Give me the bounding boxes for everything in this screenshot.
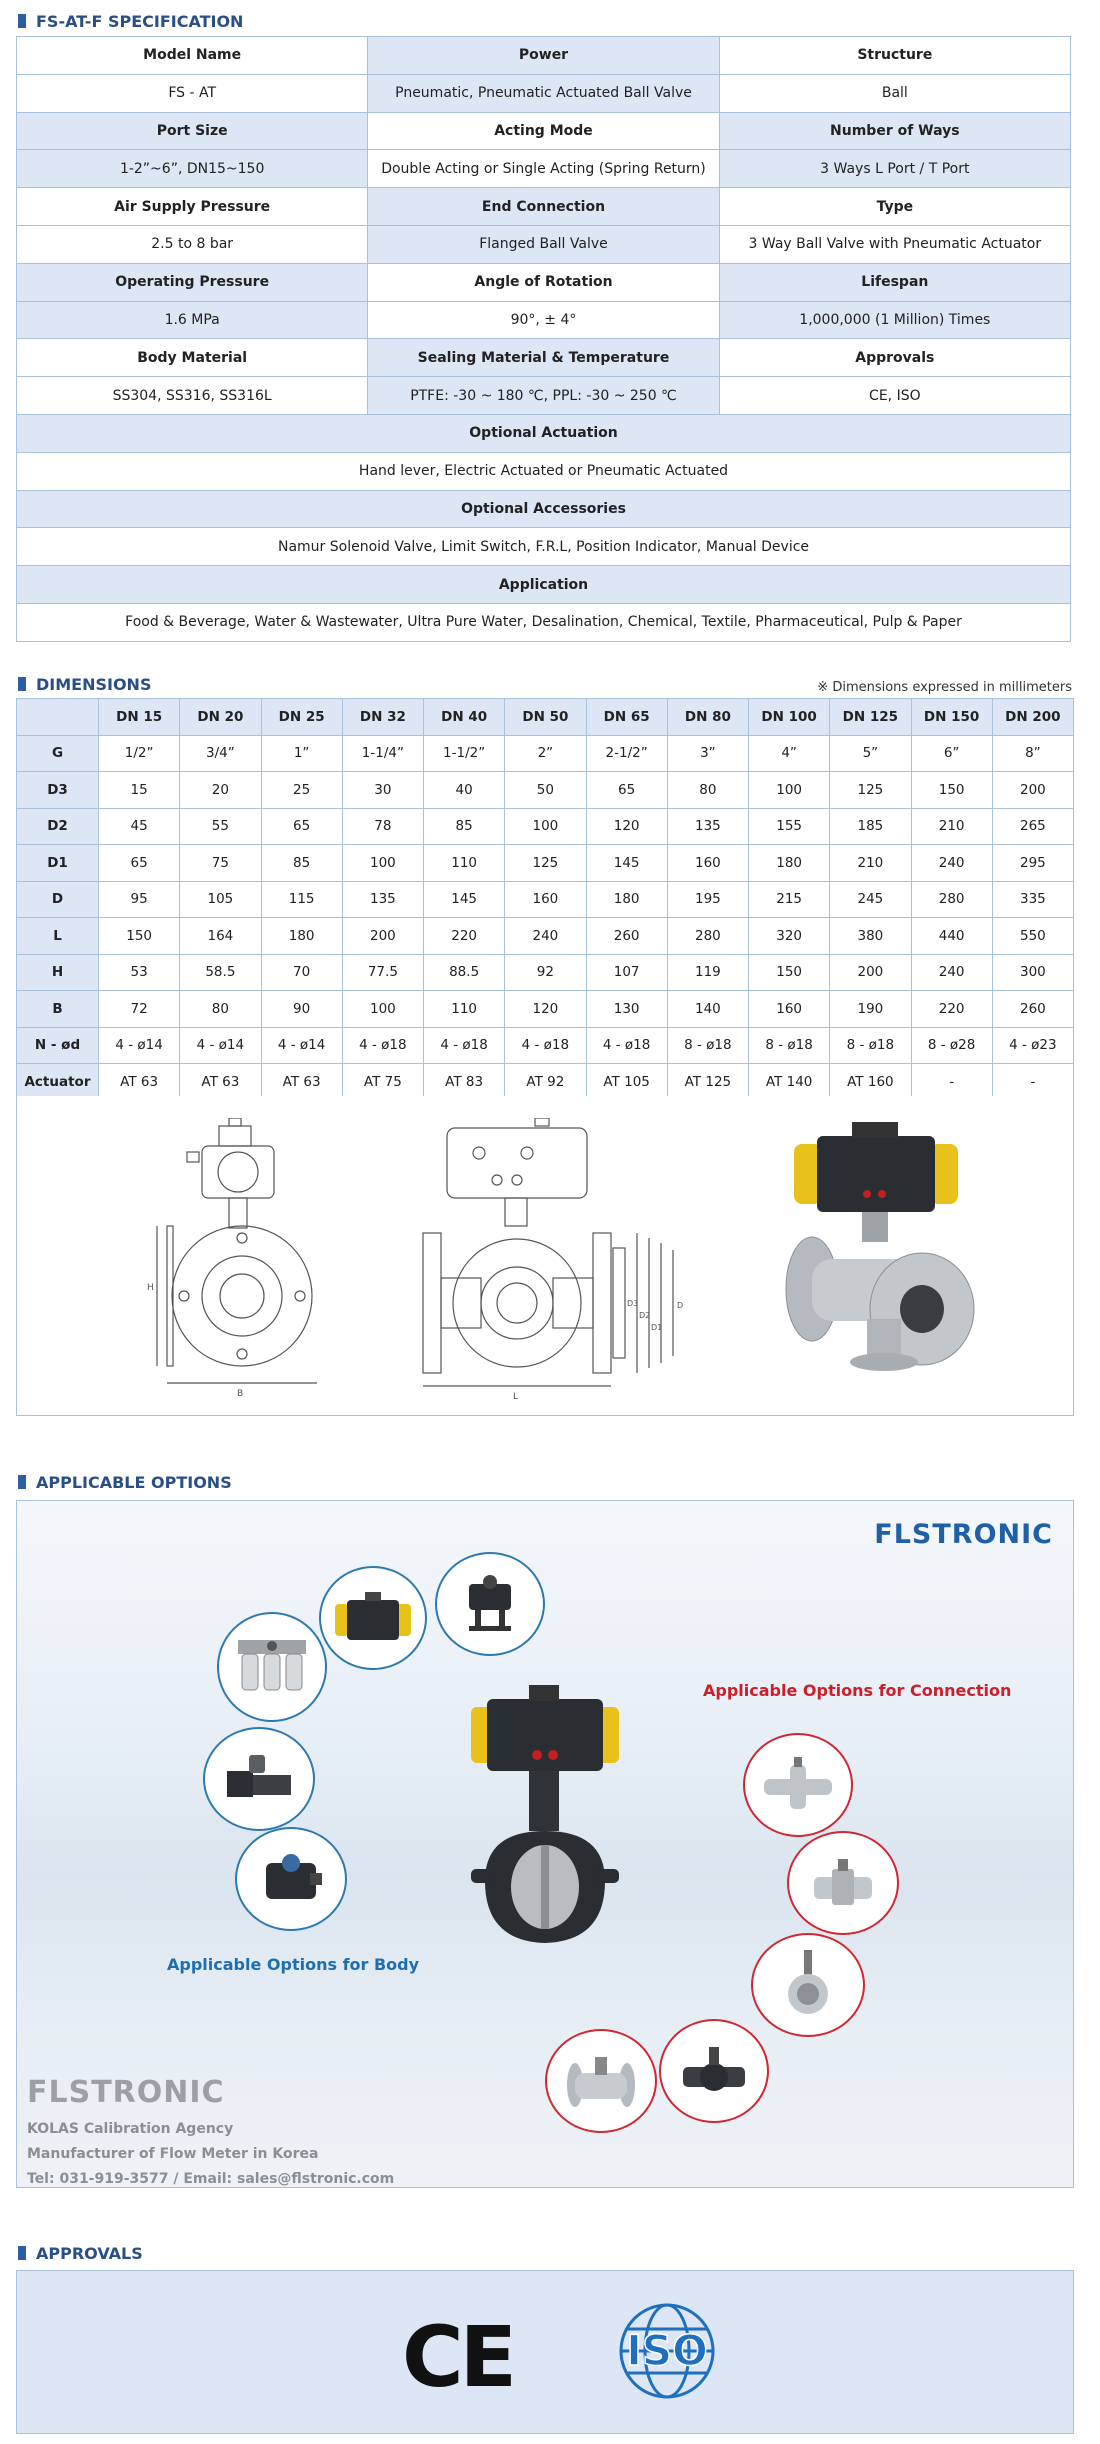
- spec-value: CE, ISO: [719, 377, 1070, 415]
- spec-value-row: [17, 528, 1071, 566]
- spec-title: FS-AT-F SPECIFICATION: [36, 11, 244, 31]
- dimensions-cell: 8 - ø18: [830, 1027, 911, 1064]
- spec-value: Ball: [719, 74, 1070, 112]
- dimensions-cell: 1”: [261, 735, 342, 772]
- dimensions-cell: 107: [586, 954, 667, 991]
- dimensions-row-label: G: [17, 735, 99, 772]
- spec-value: FS - AT: [17, 74, 368, 112]
- dimensions-cell: AT 140: [749, 1064, 830, 1101]
- dimensions-cell: 15: [99, 772, 180, 809]
- table-row: [17, 1027, 1074, 1064]
- spec-header-row: [17, 37, 1071, 75]
- dimensions-cell: 125: [505, 845, 586, 882]
- dimensions-cell: 120: [586, 808, 667, 845]
- spec-label: Air Supply Pressure: [17, 188, 368, 226]
- table-row: [17, 918, 1074, 955]
- dimensions-cell: 3”: [667, 735, 748, 772]
- spec-label: Model Name: [17, 37, 368, 75]
- drawing-label-l: L: [513, 1392, 519, 1402]
- section-marker: [18, 2246, 26, 2260]
- dimensions-cell: 135: [667, 808, 748, 845]
- drawing-label-d1: D1: [651, 1323, 663, 1332]
- dimensions-row-label: N - ød: [17, 1027, 99, 1064]
- valve-product-photo: [772, 1114, 992, 1374]
- option-actuator-circle[interactable]: [319, 1566, 427, 1670]
- dimensions-cell: 85: [261, 845, 342, 882]
- dimensions-cell: 105: [180, 881, 261, 918]
- dimensions-cell: 135: [342, 881, 423, 918]
- dimensions-cell: 265: [992, 808, 1073, 845]
- dimensions-cell: 260: [586, 918, 667, 955]
- dimensions-cell: 140: [667, 991, 748, 1028]
- spec-value: Double Acting or Single Acting (Spring Return): [368, 150, 719, 188]
- dimensions-cell: 20: [180, 772, 261, 809]
- option-3way-valve-circle[interactable]: [743, 1733, 853, 1837]
- dimensions-row-label: D1: [17, 845, 99, 882]
- dimensions-cell: AT 75: [342, 1064, 423, 1101]
- option-frl-circle[interactable]: [217, 1612, 327, 1722]
- table-row: [17, 845, 1074, 882]
- dimensions-row-label: Actuator: [17, 1064, 99, 1101]
- dimensions-cell: 72: [99, 991, 180, 1028]
- dimensions-cell: 100: [342, 991, 423, 1028]
- dimensions-column-header: DN 100: [749, 699, 830, 736]
- spec-value: 90°, ± 4°: [368, 301, 719, 339]
- dimensions-cell: AT 63: [99, 1064, 180, 1101]
- spec-label: Type: [719, 188, 1070, 226]
- dimensions-cell: 65: [586, 772, 667, 809]
- dimensions-cell: 240: [911, 845, 992, 882]
- dimensions-cell: 1/2”: [99, 735, 180, 772]
- dimensions-cell: 25: [261, 772, 342, 809]
- dimensions-cell: 240: [911, 954, 992, 991]
- dimensions-column-header: DN 32: [342, 699, 423, 736]
- options-panel: [16, 1500, 1074, 2188]
- drawing-label-h: H: [147, 1283, 154, 1293]
- brand-logo: FLSTRONIC: [874, 1519, 1053, 1550]
- dimensions-cell: 95: [99, 881, 180, 918]
- option-solenoid-circle[interactable]: [203, 1727, 315, 1831]
- position-indicator-icon: [256, 1849, 326, 1909]
- spec-value: 1-2”~6”, DN15~150: [17, 150, 368, 188]
- dimensions-cell: 155: [749, 808, 830, 845]
- section-marker: [18, 677, 26, 691]
- dimensions-cell: 1-1/2”: [424, 735, 505, 772]
- spec-value: Namur Solenoid Valve, Limit Switch, F.R.L, Position Indicator, Manual Device: [17, 528, 1071, 566]
- spec-label: Port Size: [17, 112, 368, 150]
- dimensions-cell: 200: [342, 918, 423, 955]
- spec-value: Flanged Ball Valve: [368, 225, 719, 263]
- dimensions-cell: 440: [911, 918, 992, 955]
- dimensions-cell: 4 - ø14: [261, 1027, 342, 1064]
- dimensions-cell: 4 - ø23: [992, 1027, 1073, 1064]
- dimensions-column-header: DN 40: [424, 699, 505, 736]
- spec-value-row: [17, 150, 1071, 188]
- dimensions-section-title: [18, 673, 151, 695]
- dimensions-cell: AT 105: [586, 1064, 667, 1101]
- dimensions-cell: 77.5: [342, 954, 423, 991]
- dimensions-cell: 220: [424, 918, 505, 955]
- dimensions-cell: 150: [749, 954, 830, 991]
- dimensions-cell: 380: [830, 918, 911, 955]
- dimensions-cell: 65: [99, 845, 180, 882]
- spec-label: End Connection: [368, 188, 719, 226]
- dimensions-cell: 1-1/4”: [342, 735, 423, 772]
- spec-value: 1,000,000 (1 Million) Times: [719, 301, 1070, 339]
- solenoid-valve-icon: [219, 1749, 299, 1809]
- dimensions-cell: 180: [749, 845, 830, 882]
- dimensions-cell: 280: [667, 918, 748, 955]
- dimensions-cell: 2”: [505, 735, 586, 772]
- dimensions-column-header: DN 15: [99, 699, 180, 736]
- dimensions-cell: 100: [749, 772, 830, 809]
- option-pvc-valve-circle[interactable]: [659, 2019, 769, 2123]
- spec-label: Optional Actuation: [17, 414, 1071, 452]
- section-marker: [18, 14, 26, 28]
- dimensions-cell: 4 - ø18: [505, 1027, 586, 1064]
- drawing-label-d2: D2: [639, 1311, 651, 1320]
- dimensions-cell: 320: [749, 918, 830, 955]
- dimensions-cell: -: [992, 1064, 1073, 1101]
- spec-label: Body Material: [17, 339, 368, 377]
- spec-value: Food & Beverage, Water & Wastewater, Ultra Pure Water, Desalination, Chemical, Textile, Pharmaceutical, Pulp & Paper: [17, 603, 1071, 641]
- dimensions-cell: 5”: [830, 735, 911, 772]
- spec-header-row: [17, 414, 1071, 452]
- dimensions-row-label: H: [17, 954, 99, 991]
- dimensions-cell: 280: [911, 881, 992, 918]
- option-limit-switch-circle[interactable]: [435, 1552, 545, 1656]
- dimensions-cell: 335: [992, 881, 1073, 918]
- spec-value-row: [17, 603, 1071, 641]
- front-view-drawing: [417, 1118, 697, 1403]
- dimensions-cell: 150: [911, 772, 992, 809]
- dimensions-column-header: DN 150: [911, 699, 992, 736]
- dimensions-cell: 200: [992, 772, 1073, 809]
- spec-label: Lifespan: [719, 263, 1070, 301]
- options-title: APPLICABLE OPTIONS: [36, 1472, 232, 1492]
- spec-value-row: [17, 74, 1071, 112]
- dimensions-cell: 90: [261, 991, 342, 1028]
- connection-options-label: Applicable Options for Connection: [703, 1681, 1012, 1700]
- spec-label: Sealing Material & Temperature: [368, 339, 719, 377]
- dimensions-cell: 110: [424, 845, 505, 882]
- dimensions-cell: 85: [424, 808, 505, 845]
- dimensions-cell: 4 - ø18: [424, 1027, 505, 1064]
- spec-value: Hand lever, Electric Actuated or Pneumatic Actuated: [17, 452, 1071, 490]
- dimensions-cell: AT 125: [667, 1064, 748, 1101]
- dimensions-cell: AT 160: [830, 1064, 911, 1101]
- dimensions-cell: 110: [424, 991, 505, 1028]
- dimensions-cell: 8 - ø28: [911, 1027, 992, 1064]
- dimensions-title: DIMENSIONS: [36, 674, 152, 694]
- dimensions-column-header: DN 20: [180, 699, 261, 736]
- spec-header-row: [17, 263, 1071, 301]
- dimensions-cell: 65: [261, 808, 342, 845]
- dimensions-cell: 550: [992, 918, 1073, 955]
- approvals-section-title: [18, 2242, 143, 2264]
- dimensions-cell: 45: [99, 808, 180, 845]
- dimensions-cell: 185: [830, 808, 911, 845]
- dimensions-cell: 6”: [911, 735, 992, 772]
- dimensions-cell: 119: [667, 954, 748, 991]
- dimensions-column-header: DN 125: [830, 699, 911, 736]
- spec-value: PTFE: -30 ~ 180 ℃, PPL: -30 ~ 250 ℃: [368, 377, 719, 415]
- dimensions-cell: 145: [586, 845, 667, 882]
- dimensions-corner-cell: [17, 699, 99, 736]
- dimensions-cell: 75: [180, 845, 261, 882]
- dimensions-cell: 210: [830, 845, 911, 882]
- option-flanged-valve-circle[interactable]: [545, 2029, 657, 2133]
- dimensions-row-label: L: [17, 918, 99, 955]
- dimensions-header-row: [17, 699, 1074, 736]
- dimensions-cell: 245: [830, 881, 911, 918]
- dimensions-cell: 58.5: [180, 954, 261, 991]
- spec-label: Acting Mode: [368, 112, 719, 150]
- dimensions-cell: 215: [749, 881, 830, 918]
- dimensions-cell: AT 92: [505, 1064, 586, 1101]
- spec-value: SS304, SS316, SS316L: [17, 377, 368, 415]
- spec-header-row: [17, 112, 1071, 150]
- dimensions-cell: -: [911, 1064, 992, 1101]
- three-piece-valve-icon: [808, 1855, 878, 1911]
- dimensions-table: [16, 698, 1074, 1101]
- filter-regulator-icon: [232, 1632, 312, 1702]
- spec-value-row: [17, 377, 1071, 415]
- dimensions-cell: 160: [505, 881, 586, 918]
- spec-table: [16, 36, 1071, 642]
- table-row: [17, 881, 1074, 918]
- spec-header-row: [17, 490, 1071, 528]
- spec-value: Pneumatic, Pneumatic Actuated Ball Valve: [368, 74, 719, 112]
- dimensions-cell: 190: [830, 991, 911, 1028]
- spec-section-title: [18, 10, 243, 32]
- dimensions-cell: 88.5: [424, 954, 505, 991]
- dimensions-cell: 8 - ø18: [749, 1027, 830, 1064]
- drawings-panel: [16, 1096, 1074, 1416]
- dimensions-cell: 260: [992, 991, 1073, 1028]
- footer-line-1: KOLAS Calibration Agency: [27, 2121, 234, 2137]
- pvc-valve-icon: [679, 2041, 749, 2101]
- dimensions-cell: 8”: [992, 735, 1073, 772]
- drawing-label-d: D: [677, 1301, 684, 1310]
- dimensions-cell: 80: [667, 772, 748, 809]
- dimensions-cell: 4 - ø14: [180, 1027, 261, 1064]
- dimensions-cell: 100: [505, 808, 586, 845]
- dimensions-cell: 295: [992, 845, 1073, 882]
- dimensions-cell: 160: [667, 845, 748, 882]
- dimensions-cell: AT 83: [424, 1064, 505, 1101]
- dimensions-cell: AT 63: [261, 1064, 342, 1101]
- spec-value-row: [17, 452, 1071, 490]
- table-row: [17, 808, 1074, 845]
- dimensions-cell: 125: [830, 772, 911, 809]
- table-row: [17, 735, 1074, 772]
- dimensions-cell: 2-1/2”: [586, 735, 667, 772]
- dimensions-cell: 80: [180, 991, 261, 1028]
- dimensions-cell: 150: [99, 918, 180, 955]
- dimensions-cell: 200: [830, 954, 911, 991]
- spec-value: 3 Way Ball Valve with Pneumatic Actuator: [719, 225, 1070, 263]
- three-way-valve-icon: [760, 1757, 836, 1813]
- dimensions-cell: 130: [586, 991, 667, 1028]
- body-options-label: Applicable Options for Body: [167, 1955, 420, 1974]
- side-view-drawing: [147, 1118, 357, 1403]
- table-row: [17, 954, 1074, 991]
- dimensions-cell: 220: [911, 991, 992, 1028]
- pneumatic-actuator-icon: [333, 1588, 413, 1648]
- approvals-panel: [16, 2270, 1074, 2434]
- spec-label: Application: [17, 566, 1071, 604]
- dimensions-cell: 115: [261, 881, 342, 918]
- dimensions-row-label: D: [17, 881, 99, 918]
- dimensions-cell: 180: [261, 918, 342, 955]
- dimensions-cell: 164: [180, 918, 261, 955]
- section-marker: [18, 1475, 26, 1489]
- dimensions-cell: 145: [424, 881, 505, 918]
- option-3piece-valve-circle[interactable]: [787, 1831, 899, 1935]
- dimensions-column-header: DN 80: [667, 699, 748, 736]
- footer-line-2: Manufacturer of Flow Meter in Korea: [27, 2146, 319, 2162]
- dimensions-cell: 8 - ø18: [667, 1027, 748, 1064]
- dimensions-note: ※ Dimensions expressed in millimeters: [817, 680, 1072, 695]
- dimensions-cell: 180: [586, 881, 667, 918]
- drawing-label-d3: D3: [627, 1299, 639, 1308]
- limit-switch-icon: [455, 1574, 525, 1634]
- iso-text: ISO: [626, 2326, 708, 2375]
- dimensions-row-label: D3: [17, 772, 99, 809]
- spec-value-row: [17, 301, 1071, 339]
- dimensions-cell: 40: [424, 772, 505, 809]
- spec-label: Structure: [719, 37, 1070, 75]
- spec-label: Operating Pressure: [17, 263, 368, 301]
- dimensions-column-header: DN 25: [261, 699, 342, 736]
- dimensions-cell: 3/4”: [180, 735, 261, 772]
- spec-label: Angle of Rotation: [368, 263, 719, 301]
- dimensions-cell: 240: [505, 918, 586, 955]
- center-butterfly-valve: [465, 1681, 625, 1971]
- footer-brand-logo: FLSTRONIC: [27, 2075, 225, 2110]
- spec-value: 3 Ways L Port / T Port: [719, 150, 1070, 188]
- spec-header-row: [17, 188, 1071, 226]
- spec-label: Approvals: [719, 339, 1070, 377]
- dimensions-cell: 160: [749, 991, 830, 1028]
- dimensions-row-label: D2: [17, 808, 99, 845]
- iso-logo: [607, 2301, 727, 2401]
- spec-value: 2.5 to 8 bar: [17, 225, 368, 263]
- option-butterfly-valve-circle[interactable]: [751, 1933, 865, 2037]
- spec-label: Optional Accessories: [17, 490, 1071, 528]
- footer-contact: Tel: 031-919-3577 / Email: sales@flstronic.com: [27, 2171, 395, 2187]
- spec-value: 1.6 MPa: [17, 301, 368, 339]
- butterfly-valve-icon: [778, 1950, 838, 2020]
- dimensions-column-header: DN 65: [586, 699, 667, 736]
- spec-header-row: [17, 566, 1071, 604]
- dimensions-cell: 55: [180, 808, 261, 845]
- dimensions-cell: 195: [667, 881, 748, 918]
- dimensions-cell: AT 63: [180, 1064, 261, 1101]
- flanged-valve-icon: [563, 2051, 639, 2111]
- table-row: [17, 991, 1074, 1028]
- ce-mark: CE: [402, 2308, 514, 2406]
- spec-label: Power: [368, 37, 719, 75]
- dimensions-cell: 78: [342, 808, 423, 845]
- approvals-title: APPROVALS: [36, 2243, 143, 2263]
- dimensions-cell: 4”: [749, 735, 830, 772]
- dimensions-cell: 210: [911, 808, 992, 845]
- options-section-title: [18, 1471, 232, 1493]
- dimensions-cell: 100: [342, 845, 423, 882]
- spec-header-row: [17, 339, 1071, 377]
- dimensions-cell: 50: [505, 772, 586, 809]
- table-row: [17, 1064, 1074, 1101]
- dimensions-cell: 53: [99, 954, 180, 991]
- dimensions-cell: 120: [505, 991, 586, 1028]
- dimensions-cell: 4 - ø18: [586, 1027, 667, 1064]
- table-row: [17, 772, 1074, 809]
- spec-label: Number of Ways: [719, 112, 1070, 150]
- spec-value-row: [17, 225, 1071, 263]
- dimensions-cell: 4 - ø18: [342, 1027, 423, 1064]
- dimensions-column-header: DN 50: [505, 699, 586, 736]
- dimensions-cell: 70: [261, 954, 342, 991]
- dimensions-cell: 92: [505, 954, 586, 991]
- dimensions-row-label: B: [17, 991, 99, 1028]
- dimensions-cell: 30: [342, 772, 423, 809]
- option-position-indicator-circle[interactable]: [235, 1827, 347, 1931]
- drawing-label-b: B: [237, 1389, 244, 1399]
- dimensions-column-header: DN 200: [992, 699, 1073, 736]
- dimensions-cell: 300: [992, 954, 1073, 991]
- dimensions-cell: 4 - ø14: [99, 1027, 180, 1064]
